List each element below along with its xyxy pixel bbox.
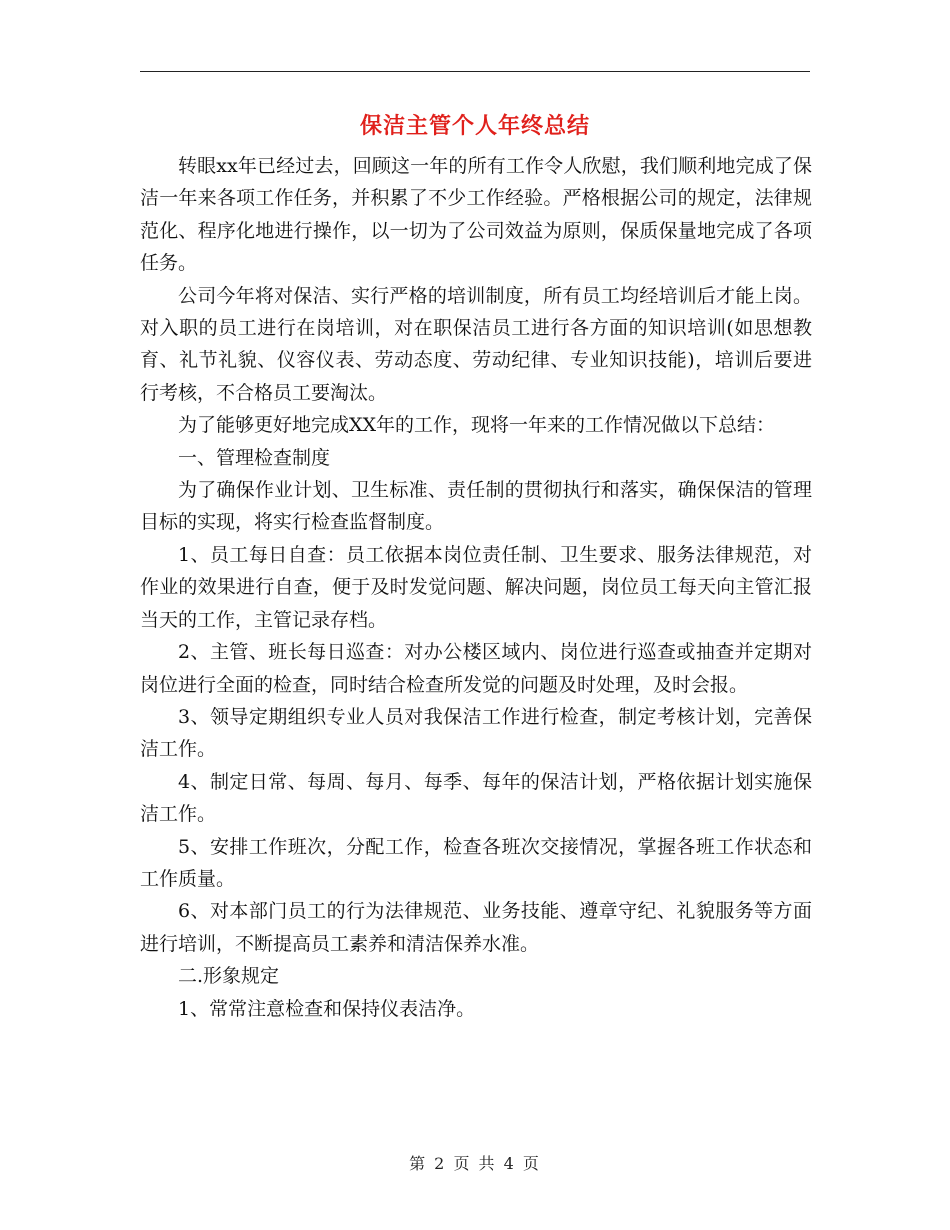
list-item-6: 6、对本部门员工的行为法律规范、业务技能、遵章守纪、礼貌服务等方面进行培训，不断提高员工素养和清洁保养水准。: [140, 900, 812, 955]
paragraph-inspection: 为了确保作业计划、卫生标准、责任制的贯彻执行和落实，确保保洁的管理目标的实现，将实行检查监督制度。: [140, 479, 812, 534]
list-item-3: 3、领导定期组织专业人员对我保洁工作进行检查，制定考核计划，完善保洁工作。: [140, 705, 812, 761]
list-item-appearance-1: 1、常常注意检查和保持仪表洁净。: [178, 997, 476, 1020]
list-item-1: 1、员工每日自查：员工依据本岗位责任制、卫生要求、服务法律规范，对作业的效果进行自查，便于及时发觉问题、解决问题，岗位员工每天向主管汇报当天的工作，主管记录存档。: [140, 543, 812, 631]
document-title: 保洁主管个人年终总结: [359, 113, 590, 139]
header-rule: [140, 71, 810, 72]
paragraph-intro: 转眼xx年已经过去，回顾这一年的所有工作令人欣慰，我们顺利地完成了保洁一年来各项工作任务，并积累了不少工作经验。严格根据公司的规定，法律规范化、程序化地进行操作，以一切为了公司效益为原则，保质保量地完成了各项任务。: [140, 155, 812, 275]
list-item-2: 2、主管、班长每日巡查：对办公楼区域内、岗位进行巡查或抽查并定期对岗位进行全面的检查，同时结合检查所发觉的问题及时处理，及时会报。: [140, 641, 812, 696]
document-body: [140, 150, 812, 1025]
list-item-5: 5、安排工作班次，分配工作，检查各班次交接情况，掌握各班工作状态和工作质量。: [140, 835, 812, 890]
paragraph-training: 公司今年将对保洁、实行严格的培训制度，所有员工均经培训后才能上岗。对入职的员工进行在岗培训，对在职保洁员工进行各方面的知识培训(如思想教育、礼节礼貌、仪容仪表、劳动态度、劳动纪律、专业知识技能)，培训后要进行考核，不合格员工要淘汰。: [140, 284, 812, 404]
section-heading-1: 一、管理检查制度: [178, 446, 331, 469]
paragraph-summary-lead: 为了能够更好地完成XX年的工作，现将一年来的工作情况做以下总结：: [178, 414, 776, 437]
section-heading-2: 二.形象规定: [178, 965, 280, 988]
list-item-4: 4、制定日常、每周、每月、每季、每年的保洁计划，严格依据计划实施保洁工作。: [140, 770, 812, 826]
page-footer: 第 2 页 共 4 页: [409, 1154, 541, 1173]
